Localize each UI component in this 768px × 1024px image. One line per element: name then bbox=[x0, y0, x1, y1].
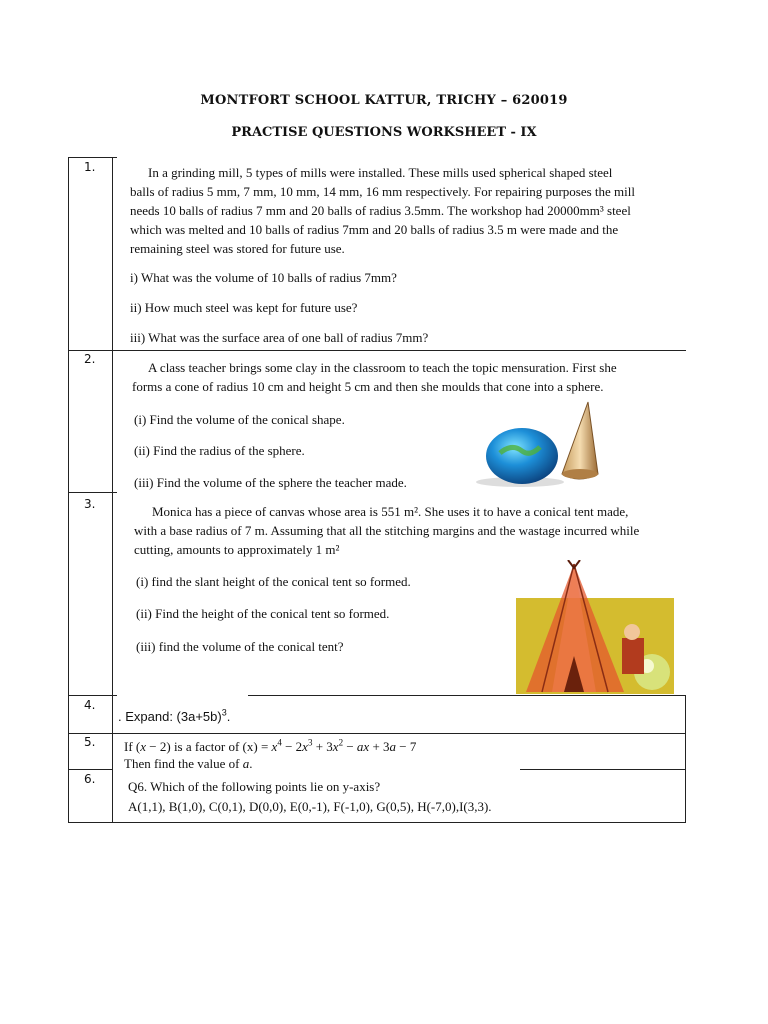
q5-text: − 2) is a factor of ( bbox=[146, 739, 247, 754]
question-2-part: (iii) Find the volume of the sphere the teacher made. bbox=[134, 475, 407, 490]
question-1-part: ii) How much steel was kept for future use? bbox=[130, 300, 358, 315]
q5-text: x) = bbox=[246, 739, 272, 754]
table-number-column-border bbox=[112, 157, 113, 823]
clay-sphere-and-cone-image bbox=[470, 398, 620, 488]
q5-exp: 4 bbox=[277, 737, 282, 748]
question-1-part: i) What was the volume of 10 balls of radius 7mm? bbox=[130, 270, 397, 285]
q5-text: − 2 bbox=[281, 739, 303, 754]
table-right-border bbox=[685, 695, 686, 823]
question-1-line: balls of radius 5 mm, 7 mm, 10 mm, 14 mm, 16 mm respectively. For repairing purposes the mill bbox=[130, 184, 636, 199]
q5-text: + 3 bbox=[369, 739, 390, 754]
question-1-line: In a grinding mill, 5 types of mills were installed. These mills used spherical shaped steel bbox=[148, 165, 613, 180]
q5-text: Then find the value of bbox=[124, 756, 243, 771]
row-divider-4 bbox=[68, 733, 686, 734]
question-number: 5. bbox=[84, 735, 96, 749]
school-title: MONTFORT SCHOOL KATTUR, TRICHY – 620019 bbox=[200, 93, 568, 108]
question-6-line-1: Q6. Which of the following points lie on y-axis? bbox=[128, 779, 381, 794]
q5-text: − bbox=[343, 739, 357, 754]
q5-text: If ( bbox=[124, 739, 141, 754]
question-3-line: cutting, amounts to approximately 1 m² bbox=[134, 542, 340, 557]
question-6-line-2: A(1,1), B(1,0), C(0,1), D(0,0), E(0,-1), F(-1,0), G(0,5), H(-7,0),I(3,3). bbox=[128, 799, 492, 814]
question-3-line: with a base radius of 7 m. Assuming that all the stitching margins and the wastage incurred while bbox=[134, 523, 640, 538]
question-number: 2. bbox=[84, 352, 96, 366]
q5-var: x bbox=[271, 739, 278, 754]
table-top-border bbox=[68, 157, 117, 158]
question-number: 1. bbox=[84, 160, 96, 174]
question-5-line-2 bbox=[124, 754, 253, 773]
q5-var: a bbox=[242, 756, 250, 771]
question-1-line: needs 10 balls of radius 7 mm and 20 balls of radius 3.5mm. The workshop had 20000mm³ steel bbox=[130, 203, 631, 218]
question-2-line: forms a cone of radius 10 cm and height 5 cm and then she moulds that cone into a sphere. bbox=[132, 379, 604, 394]
question-3-part: (i) find the slant height of the conical tent so formed. bbox=[136, 574, 411, 589]
question-4-exponent: 3 bbox=[221, 707, 227, 718]
question-4 bbox=[118, 707, 230, 726]
question-1-line: which was melted and 10 balls of radius 7mm and 20 balls of radius 3.5 m were made and the bbox=[130, 222, 619, 237]
q5-var: a bbox=[389, 739, 397, 754]
q5-text: − 7 bbox=[396, 739, 417, 754]
worksheet-title: PRACTISE QUESTIONS WORKSHEET - IX bbox=[231, 125, 537, 140]
question-number: 4. bbox=[84, 698, 96, 712]
question-4-expression: . Expand: (3a+5b) bbox=[118, 709, 222, 724]
q5-var: x bbox=[140, 739, 147, 754]
question-2-line: A class teacher brings some clay in the classroom to teach the topic mensuration. First she bbox=[148, 360, 617, 375]
table-left-border bbox=[68, 157, 69, 823]
q5-var: x bbox=[302, 739, 308, 754]
question-3-part: (iii) find the volume of the conical tent? bbox=[136, 639, 344, 654]
row-divider-3a bbox=[68, 695, 117, 696]
question-3-line: Monica has a piece of canvas whose area is 551 m². She uses it to have a conical tent made, bbox=[152, 504, 629, 519]
conical-tent-image bbox=[512, 560, 678, 696]
row-divider-2 bbox=[68, 492, 117, 493]
row-divider-1 bbox=[68, 350, 686, 351]
q5-var: x bbox=[332, 739, 339, 754]
question-2-part: (i) Find the volume of the conical shape. bbox=[134, 412, 345, 427]
q5-var: ax bbox=[356, 739, 370, 754]
table-bottom-border bbox=[68, 822, 686, 823]
question-4-suffix: . bbox=[226, 709, 231, 724]
row-divider-5b bbox=[520, 769, 686, 770]
question-2-part: (ii) Find the radius of the sphere. bbox=[134, 443, 305, 458]
q5-exp: 2 bbox=[338, 737, 344, 748]
row-divider-5a bbox=[68, 769, 113, 770]
q5-text: + 3 bbox=[312, 739, 333, 754]
q5-exp: 3 bbox=[307, 737, 313, 748]
question-1-part: iii) What was the surface area of one ball of radius 7mm? bbox=[130, 330, 429, 345]
q5-text: . bbox=[249, 756, 253, 771]
question-number: 3. bbox=[84, 497, 96, 511]
question-1-line: remaining steel was stored for future use. bbox=[130, 241, 345, 256]
question-3-part: (ii) Find the height of the conical tent so formed. bbox=[136, 606, 390, 621]
question-number: 6. bbox=[84, 772, 96, 786]
